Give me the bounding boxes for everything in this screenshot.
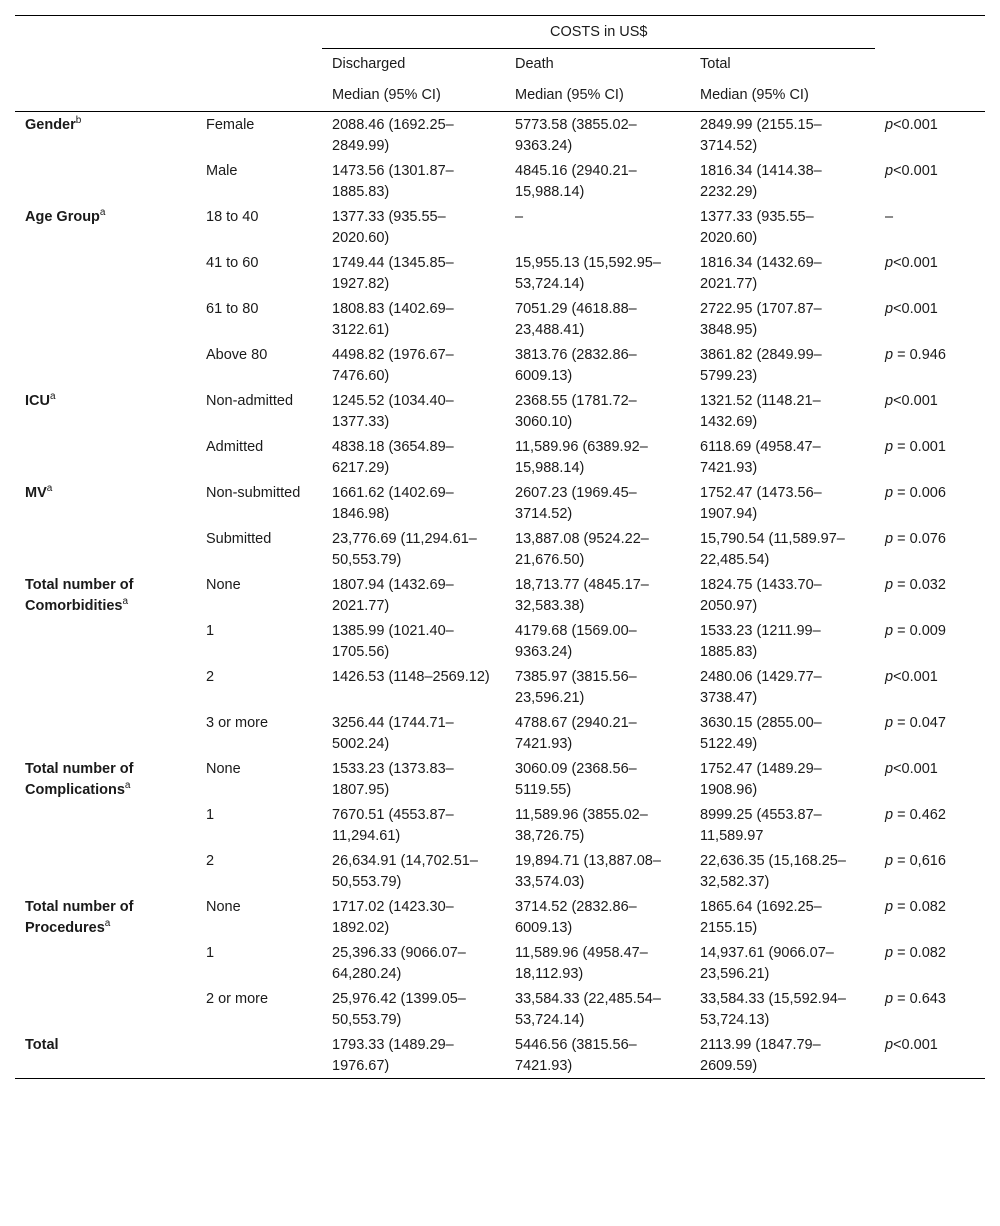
cell-discharged [322,250,505,296]
cell-discharged-text: 1807.94 (1432.69–2021.77) [332,577,454,614]
cell-p-value [875,204,985,250]
cell-total [690,342,875,388]
row-category [206,526,322,572]
row-category [206,848,322,894]
table-row [15,618,985,664]
footnote-marker: a [122,595,129,607]
cell-p-value-text: p = 0.946 [885,347,946,363]
cell-p-value-text: p = 0,616 [885,853,946,869]
cell-p-value [875,572,985,618]
row-category-text: 41 to 60 [206,255,259,271]
cell-discharged [322,112,505,159]
cell-p-value-text: p<0.001 [885,255,938,271]
table-row [15,158,985,204]
row-category-text: 18 to 40 [206,209,259,225]
cell-total [690,618,875,664]
table-row [15,434,985,480]
row-category-text: 2 [206,853,215,869]
cell-discharged-text: 25,396.33 (9066.07–64,280.24) [332,945,466,982]
row-variable [15,664,206,710]
cell-total-text: 1321.52 (1148.21–1432.69) [700,393,821,430]
cell-p-value-text: p = 0.009 [885,623,946,639]
row-variable [15,802,206,848]
table-row [15,756,985,802]
group-header-row [15,16,985,49]
row-category [206,112,322,159]
cell-total [690,158,875,204]
cell-death-text: 2368.55 (1781.72–3060.10) [515,393,637,430]
cell-death-text: 3813.76 (2832.86–6009.13) [515,347,637,384]
cell-death-text: 7051.29 (4618.88–23,488.41) [515,301,637,338]
row-category [206,940,322,986]
cell-discharged [322,572,505,618]
cell-p-value [875,112,985,159]
cell-discharged [322,434,505,480]
cell-death-text: 2607.23 (1969.45–3714.52) [515,485,637,522]
cell-discharged [322,388,505,434]
cell-death [505,664,690,710]
cell-death [505,480,690,526]
cell-death [505,572,690,618]
cell-discharged-text: 1717.02 (1423.30–1892.02) [332,899,454,936]
row-category-text: 61 to 80 [206,301,259,317]
cell-total-text: 8999.25 (4553.87–11,589.97 [700,807,822,844]
cell-p-value-text: p = 0.047 [885,715,946,731]
cell-discharged-text: 4838.18 (3654.89–6217.29) [332,439,454,476]
row-category-text: 3 or more [206,715,269,731]
cell-p-value-text: p<0.001 [885,393,938,409]
column-header-row [15,49,985,81]
cell-p-value-text: p<0.001 [885,761,938,777]
row-variable [15,250,206,296]
cell-total-text: 3861.82 (2849.99–5799.23) [700,347,822,384]
table-row [15,986,985,1032]
cell-death-text: 11,589.96 (6389.92–15,988.14) [515,439,648,476]
cell-discharged [322,526,505,572]
stat-label-death: Median (95% CI) [505,80,690,112]
row-category-text: Admitted [206,439,264,455]
row-category-text: 2 [206,669,215,685]
cell-death-text: 3714.52 (2832.86–6009.13) [515,899,637,936]
cell-total-text: 1816.34 (1432.69–2021.77) [700,255,822,292]
cell-total-text: 2480.06 (1429.77–3738.47) [700,669,822,706]
cell-death-text: 3060.09 (2368.56–5119.55) [515,761,637,798]
row-variable [15,434,206,480]
cell-total [690,434,875,480]
cell-total [690,756,875,802]
cell-total-text: 1816.34 (1414.38–2232.29) [700,163,822,200]
row-variable-text: Total number of Complications [25,761,134,798]
cell-p-value [875,618,985,664]
cell-discharged-text: 1808.83 (1402.69–3122.61) [332,301,454,338]
cell-discharged [322,986,505,1032]
cell-death [505,940,690,986]
row-category [206,986,322,1032]
cell-discharged-text: 23,776.69 (11,294.61–50,553.79) [332,531,477,568]
cell-death-text: 11,589.96 (4958.47–18,112.93) [515,945,648,982]
cell-total-text: 1752.47 (1489.29–1908.96) [700,761,822,798]
row-category-text: Female [206,117,255,133]
table-row [15,526,985,572]
cell-p-value-text: p = 0.032 [885,577,946,593]
cell-death [505,848,690,894]
table-row [15,710,985,756]
footnote-marker: b [75,115,82,127]
row-variable [15,388,206,434]
cell-discharged-text: 2088.46 (1692.25–2849.99) [332,117,454,154]
cell-p-value [875,986,985,1032]
cell-death [505,342,690,388]
cell-discharged [322,756,505,802]
row-category-text: Non-submitted [206,485,301,501]
cell-discharged-text: 26,634.91 (14,702.51–50,553.79) [332,853,478,890]
table-row [15,296,985,342]
cell-death [505,710,690,756]
cell-total [690,802,875,848]
row-variable [15,756,206,802]
cell-death [505,756,690,802]
cell-p-value [875,940,985,986]
table-row [15,250,985,296]
cell-discharged-text: 3256.44 (1744.71–5002.24) [332,715,454,752]
footnote-marker: a [49,391,56,403]
cell-p-value [875,388,985,434]
cell-discharged [322,940,505,986]
cell-p-value-text: p = 0.462 [885,807,946,823]
cell-p-value-text: p = 0.082 [885,945,946,961]
row-variable [15,940,206,986]
cell-total [690,250,875,296]
cell-total-text: 15,790.54 (11,589.97–22,485.54) [700,531,845,568]
row-variable [15,894,206,940]
table-row [15,480,985,526]
col-total: Total [700,56,731,72]
cell-death [505,388,690,434]
row-category [206,894,322,940]
cell-death [505,618,690,664]
cell-discharged [322,296,505,342]
row-category-text: None [206,761,241,777]
cell-total-text: 2722.95 (1707.87–3848.95) [700,301,822,338]
footnote-marker: a [99,207,106,219]
cell-death [505,250,690,296]
cell-discharged-text: 1377.33 (935.55–2020.60) [332,209,446,246]
cell-death-text: 4179.68 (1569.00–9363.24) [515,623,637,660]
cell-death-text: 4788.67 (2940.21–7421.93) [515,715,637,752]
cell-discharged-text: 1473.56 (1301.87–1885.83) [332,163,454,200]
cell-total-text: 1865.64 (1692.25–2155.15) [700,899,822,936]
row-category [206,434,322,480]
row-variable [15,986,206,1032]
row-category-text: 1 [206,623,215,639]
table-row [15,204,985,250]
cell-total-text: 33,584.33 (15,592.94–53,724.13) [700,991,846,1028]
cell-death-text: 13,887.08 (9524.22–21,676.50) [515,531,649,568]
cell-death-text: 33,584.33 (22,485.54–53,724.14) [515,991,661,1028]
cell-total-text: 1533.23 (1211.99–1885.83) [700,623,821,660]
cell-discharged-text: 1385.99 (1021.40–1705.56) [332,623,454,660]
row-category-text: Submitted [206,531,272,547]
row-variable [15,618,206,664]
cell-total-text: 2849.99 (2155.15–3714.52) [700,117,822,154]
row-variable-text: MV [25,485,47,501]
col-death: Death [515,56,554,72]
cell-death-text: 15,955.13 (15,592.95–53,724.14) [515,255,661,292]
cell-discharged [322,204,505,250]
row-category-text: None [206,899,241,915]
cell-total [690,1032,875,1079]
cell-p-value [875,434,985,480]
row-variable [15,342,206,388]
cell-death [505,112,690,159]
cell-total [690,710,875,756]
cell-total [690,296,875,342]
row-category [206,710,322,756]
cell-discharged [322,158,505,204]
row-variable [15,158,206,204]
row-variable [15,526,206,572]
cell-discharged [322,1032,505,1079]
cell-total [690,848,875,894]
footnote-marker: a [46,483,53,495]
row-variable [15,848,206,894]
row-variable-text: Total [25,1037,59,1053]
cell-discharged [322,894,505,940]
cell-p-value [875,296,985,342]
row-category [206,158,322,204]
cell-discharged-text: 25,976.42 (1399.05–50,553.79) [332,991,466,1028]
row-category [206,342,322,388]
cell-death-text: 5773.58 (3855.02–9363.24) [515,117,637,154]
cell-death [505,802,690,848]
row-category [206,250,322,296]
row-category [206,664,322,710]
footnote-marker: a [104,917,111,929]
row-variable [15,572,206,618]
cell-death-text: 18,713.77 (4845.17–32,583.38) [515,577,649,614]
row-category [206,296,322,342]
cell-discharged [322,480,505,526]
cell-p-value [875,526,985,572]
group-title: COSTS in US$ [550,24,648,40]
cell-discharged [322,618,505,664]
cell-discharged-text: 1661.62 (1402.69–1846.98) [332,485,454,522]
cell-death-text: 7385.97 (3815.56–23,596.21) [515,669,637,706]
row-category-text: Non-admitted [206,393,294,409]
row-category [206,204,322,250]
cell-p-value-text: p = 0.001 [885,439,946,455]
row-variable [15,112,206,159]
cell-total [690,112,875,159]
cell-total [690,894,875,940]
cell-discharged [322,342,505,388]
cell-death-text: 11,589.96 (3855.02–38,726.75) [515,807,648,844]
cell-p-value [875,802,985,848]
cell-p-value-text: – [885,209,894,225]
cell-p-value [875,848,985,894]
row-variable [15,204,206,250]
cell-total-text: 22,636.35 (15,168.25–32,582.37) [700,853,846,890]
row-category-text: 1 [206,807,215,823]
cell-death-text: 5446.56 (3815.56–7421.93) [515,1037,637,1074]
cell-death [505,894,690,940]
row-variable [15,1032,206,1079]
cell-p-value [875,710,985,756]
cost-table [15,15,985,1079]
row-variable [15,480,206,526]
row-category-text: 1 [206,945,215,961]
row-variable-text: ICU [25,393,50,409]
row-category [206,480,322,526]
cell-discharged-text: 1245.52 (1034.40–1377.33) [332,393,454,430]
table-row [15,1032,985,1079]
cell-discharged-text: 1793.33 (1489.29–1976.67) [332,1037,454,1074]
cell-discharged [322,802,505,848]
cell-total-text: 14,937.61 (9066.07–23,596.21) [700,945,834,982]
cell-discharged-text: 4498.82 (1976.67–7476.60) [332,347,454,384]
row-category [206,756,322,802]
row-variable-text: Total number of Comorbidities [25,577,134,614]
cell-total-text: 1377.33 (935.55–2020.60) [700,209,814,246]
cell-total-text: 6118.69 (4958.47–7421.93) [700,439,821,476]
row-category [206,802,322,848]
row-category-text: Above 80 [206,347,268,363]
cell-p-value [875,1032,985,1079]
footnote-marker: a [124,779,131,791]
cell-discharged [322,848,505,894]
table-row [15,940,985,986]
cell-total [690,940,875,986]
cell-death-text: – [515,209,524,225]
cell-total [690,480,875,526]
cell-total-text: 2113.99 (1847.79–2609.59) [700,1037,821,1074]
row-category [206,618,322,664]
table-row [15,342,985,388]
cell-p-value [875,250,985,296]
stat-label-discharged: Median (95% CI) [322,80,505,112]
cell-death [505,158,690,204]
cell-total [690,388,875,434]
cell-death [505,986,690,1032]
row-variable-text: Age Group [25,209,100,225]
cell-p-value-text: p<0.001 [885,1037,938,1053]
cell-total [690,986,875,1032]
cell-p-value [875,894,985,940]
cell-death [505,204,690,250]
cell-p-value [875,756,985,802]
cell-p-value-text: p = 0.643 [885,991,946,1007]
cell-discharged [322,664,505,710]
cell-death [505,526,690,572]
table-row [15,848,985,894]
row-category-text: Male [206,163,238,179]
cell-total [690,664,875,710]
row-category [206,572,322,618]
stat-label-total: Median (95% CI) [690,80,875,112]
cell-p-value-text: p = 0.006 [885,485,946,501]
cell-death [505,434,690,480]
cell-p-value [875,342,985,388]
row-variable-text: Total number of Procedures [25,899,134,936]
cell-p-value [875,480,985,526]
row-category [206,388,322,434]
table-row [15,664,985,710]
cell-discharged-text: 1426.53 (1148–2569.12) [332,669,490,685]
row-category-text: 2 or more [206,991,269,1007]
cell-total [690,526,875,572]
col-discharged: Discharged [332,56,406,72]
table-row [15,388,985,434]
cell-death-text: 4845.16 (2940.21–15,988.14) [515,163,637,200]
table-row [15,572,985,618]
cell-total [690,204,875,250]
table-row [15,894,985,940]
cell-death [505,296,690,342]
row-variable-text: Gender [25,117,76,133]
cell-total-text: 1824.75 (1433.70–2050.97) [700,577,822,614]
row-category-text: None [206,577,241,593]
cell-p-value-text: p<0.001 [885,669,938,685]
row-variable [15,710,206,756]
cell-p-value-text: p = 0.082 [885,899,946,915]
cell-death-text: 19,894.71 (13,887.08–33,574.03) [515,853,661,890]
row-category [206,1032,322,1079]
cell-p-value-text: p<0.001 [885,301,938,317]
cell-p-value-text: p<0.001 [885,163,938,179]
table-row [15,802,985,848]
cell-discharged [322,710,505,756]
table-row [15,112,985,159]
cell-discharged-text: 1749.44 (1345.85–1927.82) [332,255,454,292]
row-variable [15,296,206,342]
cell-total-text: 3630.15 (2855.00–5122.49) [700,715,822,752]
cell-total [690,572,875,618]
cell-discharged-text: 7670.51 (4553.87–11,294.61) [332,807,454,844]
cell-total-text: 1752.47 (1473.56–1907.94) [700,485,822,522]
stat-header-row [15,80,985,112]
cell-p-value [875,664,985,710]
cell-p-value-text: p<0.001 [885,117,938,133]
cell-p-value [875,158,985,204]
cell-discharged-text: 1533.23 (1373.83–1807.95) [332,761,454,798]
cell-p-value-text: p = 0.076 [885,531,946,547]
cell-death [505,1032,690,1079]
